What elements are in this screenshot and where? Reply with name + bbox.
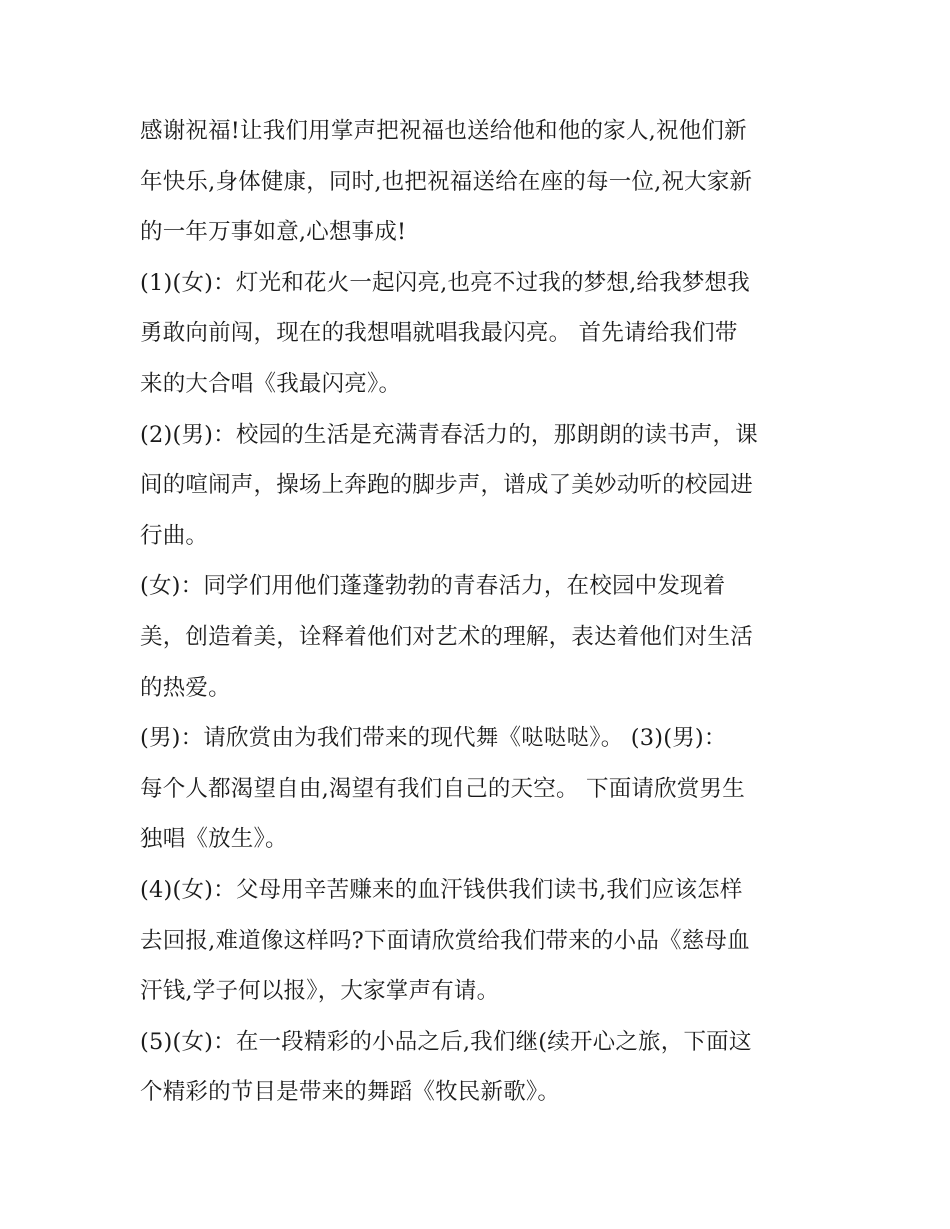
- text-line: 行曲。: [140, 522, 209, 549]
- text-line: (女)：同学们用他们蓬蓬勃勃的青春活力，在校园中发现着: [140, 573, 726, 600]
- text-line: 的一年万事如意,心想事成!: [140, 219, 407, 246]
- text-line: 勇敢向前闯，现在的我想唱就唱我最闪亮。 首先请给我们带: [140, 320, 738, 347]
- text-line: (2)(男)：校园的生活是充满青春活力的，那朗朗的读书声，课: [140, 421, 758, 448]
- text-line: (1)(女)：灯光和花火一起闪亮,也亮不过我的梦想,给我梦想我: [140, 269, 750, 296]
- text-line: (男)：请欣赏由为我们带来的现代舞《哒哒哒》。 (3)(男)：: [140, 725, 727, 752]
- text-line: (5)(女)：在一段精彩的小品之后,我们继(续开心之旅，下面这: [140, 1028, 752, 1055]
- text-line: 去回报,难道像这样吗?下面请欣赏给我们带来的小品《慈母血: [140, 927, 750, 954]
- text-line: 的热爱。: [140, 674, 231, 701]
- text-line: (4)(女)：父母用辛苦赚来的血汗钱供我们读书,我们应该怎样: [140, 876, 743, 903]
- text-line: 间的喧闹声，操场上奔跑的脚步声，谱成了美妙动听的校园进: [140, 472, 753, 499]
- text-line: 年快乐,身体健康，同时,也把祝福送给在座的每一位,祝大家新: [140, 168, 753, 195]
- text-line: 独唱《放生》。: [140, 826, 288, 853]
- document-body: [140, 106, 820, 1118]
- text-line: 感谢祝福!让我们用掌声把祝福也送给他和他的家人,祝他们新: [140, 118, 747, 144]
- text-line: 每个人都渴望自由,渴望有我们自己的天空。 下面请欣赏男生: [140, 775, 745, 802]
- text-line: 来的大合唱《我最闪亮》。: [140, 370, 402, 397]
- text-line: 个精彩的节目是带来的舞蹈《牧民新歌》。: [140, 1079, 561, 1106]
- text-line: 汗钱,学子何以报》，大家掌声有请。: [140, 978, 500, 1005]
- text-line: 美，创造着美，诠释着他们对艺术的理解，表达着他们对生活: [140, 623, 753, 650]
